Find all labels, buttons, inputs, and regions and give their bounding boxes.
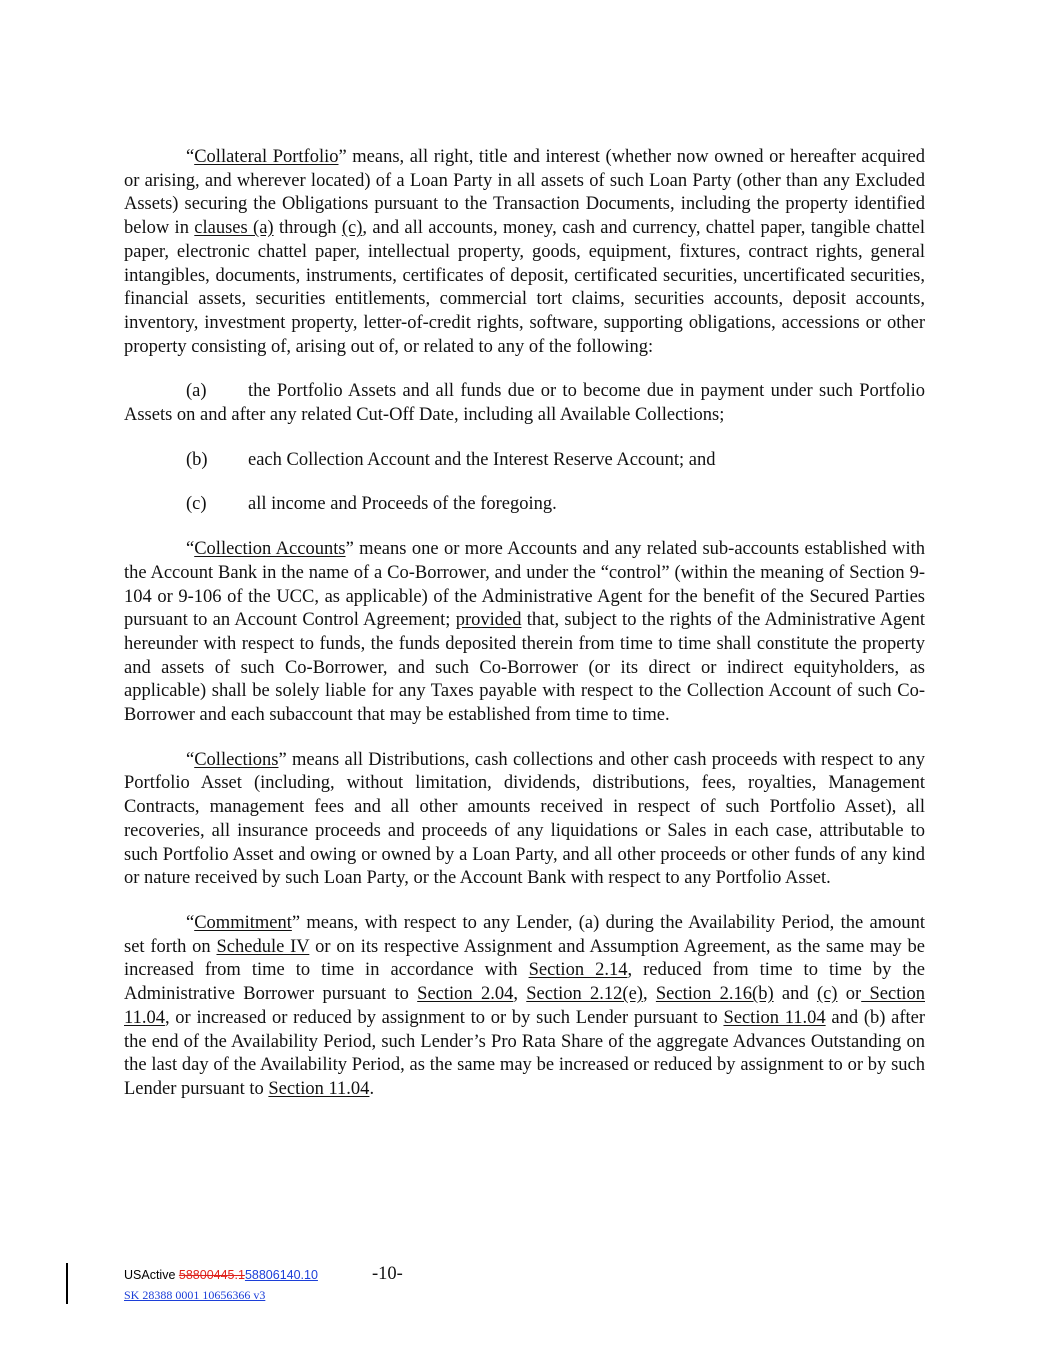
open-quote: “ (186, 912, 195, 933)
open-quote: “ (186, 539, 195, 560)
definition-text: ” means, with respect to any Lender, (a) during the Availability Period, the amount set forth on (124, 912, 925, 957)
definition-commitment (124, 912, 925, 1102)
definition-text: or (837, 984, 862, 1005)
clause-text: all income and Proceeds of the foregoing. (248, 494, 557, 515)
definition-text: , reduced from time to time by the Administrative Borrower pursuant to (124, 960, 925, 1005)
open-quote: “ (186, 749, 195, 770)
definition-text: and (773, 984, 817, 1005)
deleted-doc-id: 58800445.1 (178, 1268, 245, 1282)
definition-text: ” means one or more Accounts and any related sub-accounts established with the Account Bank in the name of a Co-Borrower, and under the “control” (within the meaning of Section 9-104 or 9-106 of the UCC, as applicable) of the Administrative Agent for the benefit of the Secured Parties pursuant to an Account Control Agreement; (124, 539, 925, 631)
footer-doc-id (124, 1268, 318, 1282)
definition-text: , and all accounts, money, cash and currency, chattel paper, tangible chattel paper, electronic chattel paper, intellectual property, goods, equipment, fixtures, contract rights, general intangibles, documents, instruments, certificates of deposit, certificated securities, uncertificated securities, financial assets, securities entitlements, commercial tort claims, securities accounts, deposit accounts, inventory, investment property, letter-of-credit rights, software, supporting obligations, accessions or other property consisting of, arising out of, or related to any of the following: (124, 218, 926, 357)
cross-reference: Section 2.04 (417, 984, 514, 1005)
defined-term: Collection Accounts (194, 539, 346, 560)
clause-label: (a) (186, 381, 207, 402)
inserted-doc-id: 58806140.10 (244, 1268, 318, 1282)
definition-text: through (273, 218, 342, 239)
clause-label: (b) (186, 449, 208, 470)
proviso-term: provided (455, 610, 522, 631)
definition-collections (124, 749, 925, 891)
change-bar (66, 1263, 68, 1304)
clause-label: (c) (186, 494, 207, 515)
cross-reference: Section 2.14 (528, 960, 628, 981)
open-quote: “ (186, 147, 195, 167)
footer-doc-ref: SK 28388 0001 10656366 v3 (124, 1288, 266, 1302)
definition-text: , (513, 984, 527, 1005)
clause-text: the Portfolio Assets and all funds due or to become due in payment under such Portfolio Assets on and after any related Cut-Off Date, including all Available Collections; (124, 381, 925, 426)
cross-reference: (c) (341, 218, 363, 239)
clause-text: each Collection Account and the Interest Reserve Account; and (248, 449, 716, 470)
cross-reference: Section 11.04 (268, 1078, 370, 1099)
definition-text: ” means all Distributions, cash collections and other cash proceeds with respect to any Portfolio Asset (including, without limitation, dividends, distributions, fees, royalties, Management Contracts, management fees and all other amounts received in respect of such Portfolio Asset), all recoveries, all insurance proceeds and proceeds of any liquidations or Sales in each case, attributable to such Portfolio Asset and owing or owned by a Loan Party, and all other proceeds or other funds of any kind or nature received by such Loan Party, or the Account Bank with respect to any Portfolio Asset. (124, 749, 925, 889)
definition-text: , (642, 984, 656, 1005)
clause-b (124, 449, 925, 473)
cross-reference: Section 11.04 (723, 1007, 826, 1028)
definition-collateral-portfolio (124, 146, 925, 359)
defined-term: Collections (194, 749, 279, 770)
definition-text: that, subject to the rights of the Administrative Agent hereunder with respect to funds, the funds deposited therein from time to time shall constitute the property and assets of such Co-Borrower, and such Co-Borrower (or its direct or indirect equityholders, as applicable) shall be solely liable for any Taxes payable with respect to the Collection Account of such Co-Borrower and each subaccount that may be established from time to time. (124, 610, 926, 726)
cross-reference: Section 2.12(e) (526, 984, 643, 1005)
definition-text: , or increased or reduced by assignment to or by such Lender pursuant to (164, 1007, 724, 1028)
cross-reference: (c) (816, 984, 838, 1005)
defined-term: Commitment (194, 912, 292, 933)
cross-reference: Schedule IV (216, 936, 310, 957)
definition-text: or on its respective Assignment and Assumption Agreement, as the same may be increased from time to time in accordance with (124, 936, 925, 981)
cross-reference: Section 2.16(b) (655, 984, 774, 1005)
clause-c (124, 493, 925, 517)
definition-text: and (b) after the end of the Availability Period, such Lender’s Pro Rata Share of the aggregate Advances Outstanding on the last day of the Availability Period, as the same may be increased or reduced by assignment to or by such Lender pursuant to (124, 1007, 925, 1099)
definition-text: ” means, all right, title and interest (whether now owned or hereafter acquired or arising, and wherever located) of a Loan Party in all assets of such Loan Party (other than any Excluded Assets) securing the Obligations pursuant to the Transaction Documents, including the property identified below in (124, 147, 925, 239)
definition-collection-accounts (124, 538, 925, 728)
cross-reference: clauses (a) (194, 218, 274, 239)
document-page (124, 146, 925, 1123)
clause-a (124, 380, 925, 427)
definition-text: . (369, 1078, 375, 1099)
cross-reference: 11.04 (124, 1007, 165, 1028)
defined-term: Collateral Portfolio (194, 147, 339, 167)
cross-reference: Section (861, 984, 925, 1005)
page-number: -10- (372, 1264, 403, 1284)
footer-prefix: USActive (124, 1268, 179, 1282)
